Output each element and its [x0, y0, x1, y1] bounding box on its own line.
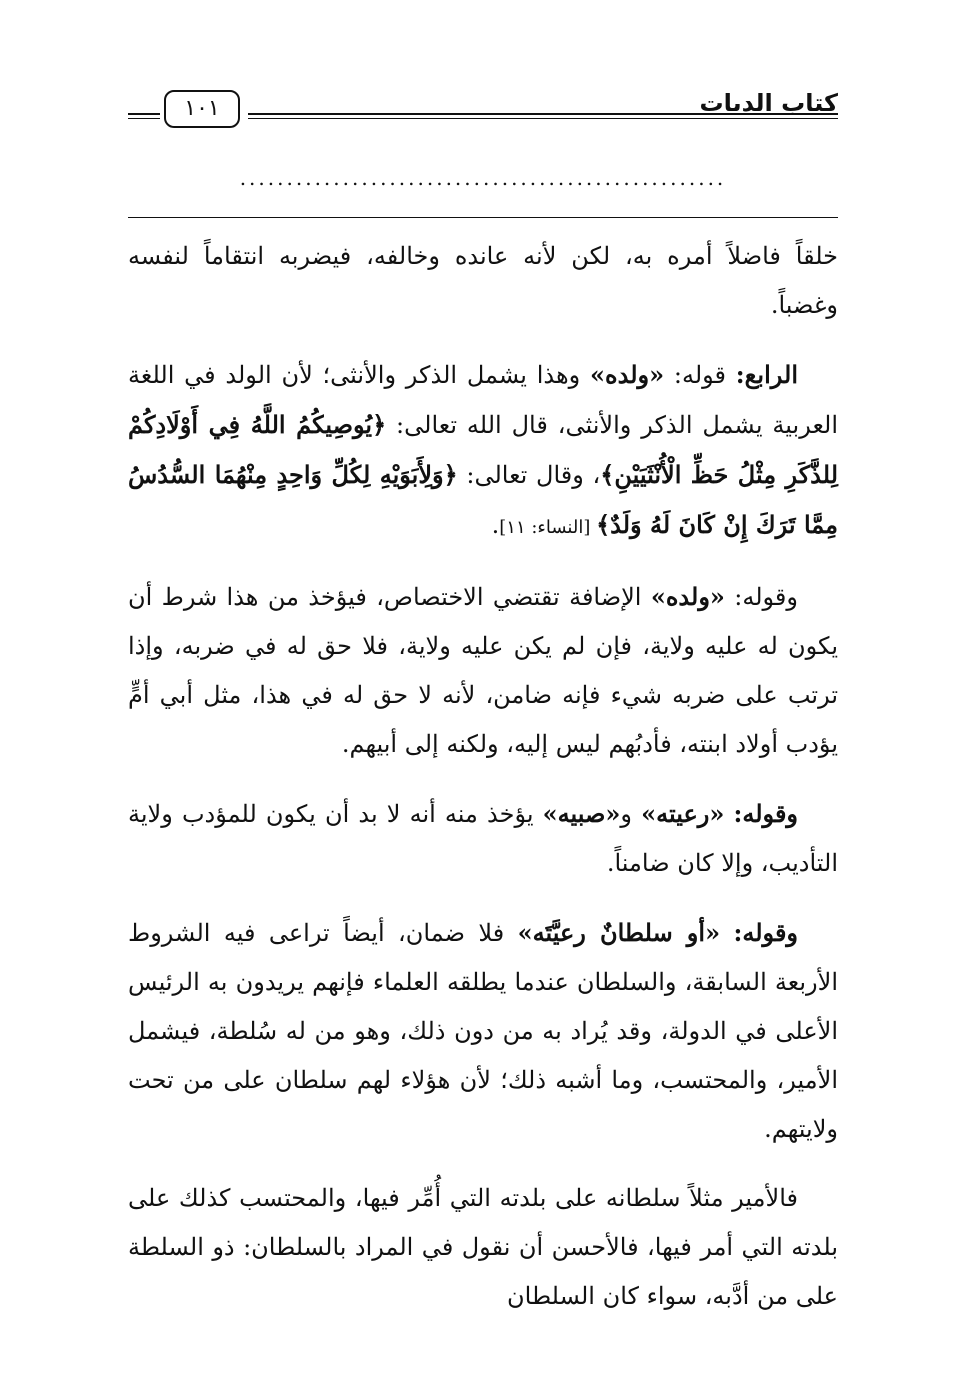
paragraph [128, 350, 838, 552]
quoted-term: «رعيته» [641, 799, 725, 828]
quran-verse: ﴿وَلِأَبَوَيْهِ لِكُلِّ وَاحِدٍ مِنْهُمَا السُّدُسُ مِمَّا تَرَكَ إِنْ كَانَ لَهُ وَلَدٌ﴾ [128, 460, 838, 539]
paragraph [128, 1174, 838, 1321]
paragraph-text: و [620, 800, 642, 828]
paragraph-text: وقوله: [724, 583, 798, 611]
paragraph-lead: الرابع: [735, 360, 798, 389]
paragraph-text: الإضافة تقتضي الاختصاص، فيؤخذ من هذا شرط أن يكون له عليه ولاية، فإن لم يكن عليه ولاية، فلا حق له في ضربه، وإذا ترتب على ضربه شيء فإنه ضامن، لأنه لا حق له في هذا، مثل أبي أمٍّ يؤدب أولاد ابنته، فأدبُهم ليس إليه، ولكنه إلى أبيهم. [128, 583, 839, 758]
paragraph [128, 908, 838, 1154]
paragraph-text: يؤخذ منه أنه لا بد أن يكون للمؤدب ولاية التأديب، وإلا كان ضامناً. [128, 800, 838, 877]
paragraph-text: وهذا يشمل الذكر والأنثى؛ لأن الولد في اللغة العربية يشمل الذكر والأنثى، قال الله تعالى: [128, 361, 838, 439]
paragraph-text [724, 800, 733, 828]
page-number: ١٠١ [164, 90, 240, 128]
page-body [128, 232, 838, 1341]
section-rule [128, 217, 838, 218]
paragraph-text: ، وقال تعالى: [457, 461, 601, 489]
paragraph-text: فالأمير مثلاً سلطانه على بلدته التي أُمِّر فيها، والمحتسب كذلك على بلدته التي أمر فيها، فالأحسن أن نقول في المراد بالسلطان: ذو السلطة على من أدَّبه، سواء كان السلطان [128, 1184, 838, 1310]
quoted-term: «أو سلطانٌ رعيَّتَه» [517, 918, 721, 947]
header-rule [128, 118, 160, 119]
quran-verse: ﴿يُوصِيكُمُ اللَّهُ فِي أَوْلَادِكُمْ لِلذَّكَرِ مِثْلُ حَظِّ الْأُنْثَيَيْنِ﴾ [128, 410, 839, 489]
paragraph-lead: وقوله: [733, 799, 798, 828]
paragraph-text: فلا ضمان، أيضاً تراعى فيه الشروط الأربعة السابقة، والسلطان عندما يطلقه العلماء فإنهم يريدون به الرئيس الأعلى في الدولة، وقد يُراد به من دون ذلك، وهو من له سُلطة، فيشمل الأمير، والمحتسب، وما أشبه ذلك؛ لأن هؤلاء لهم سلطان على من تحت ولايتهم. [128, 919, 838, 1143]
running-header [128, 84, 838, 134]
dotted-divider: .................................................... [239, 166, 727, 190]
paragraph [128, 572, 838, 769]
paragraph-text [720, 919, 733, 947]
paragraph-end: . [491, 511, 500, 539]
paragraph-text: خلقاً فاضلاً أمره به، لكن لأنه عانده وخالفه، فيضربه انتقاماً لنفسه وغضباً. [128, 242, 838, 319]
header-rule [128, 113, 160, 115]
quoted-term: «ولده» [590, 360, 665, 389]
paragraph-text: قوله: [664, 361, 736, 389]
header-rule [248, 113, 838, 115]
paragraph [128, 232, 838, 330]
chapter-title: كتاب الديات [699, 89, 838, 117]
paragraph-lead: وقوله: [733, 918, 798, 947]
quoted-term: «صبيه» [542, 799, 621, 828]
header-rule [248, 118, 838, 119]
quoted-term: «ولده» [650, 582, 725, 611]
paragraph [128, 789, 838, 888]
verse-reference: [النساء: ١١] [499, 517, 597, 538]
